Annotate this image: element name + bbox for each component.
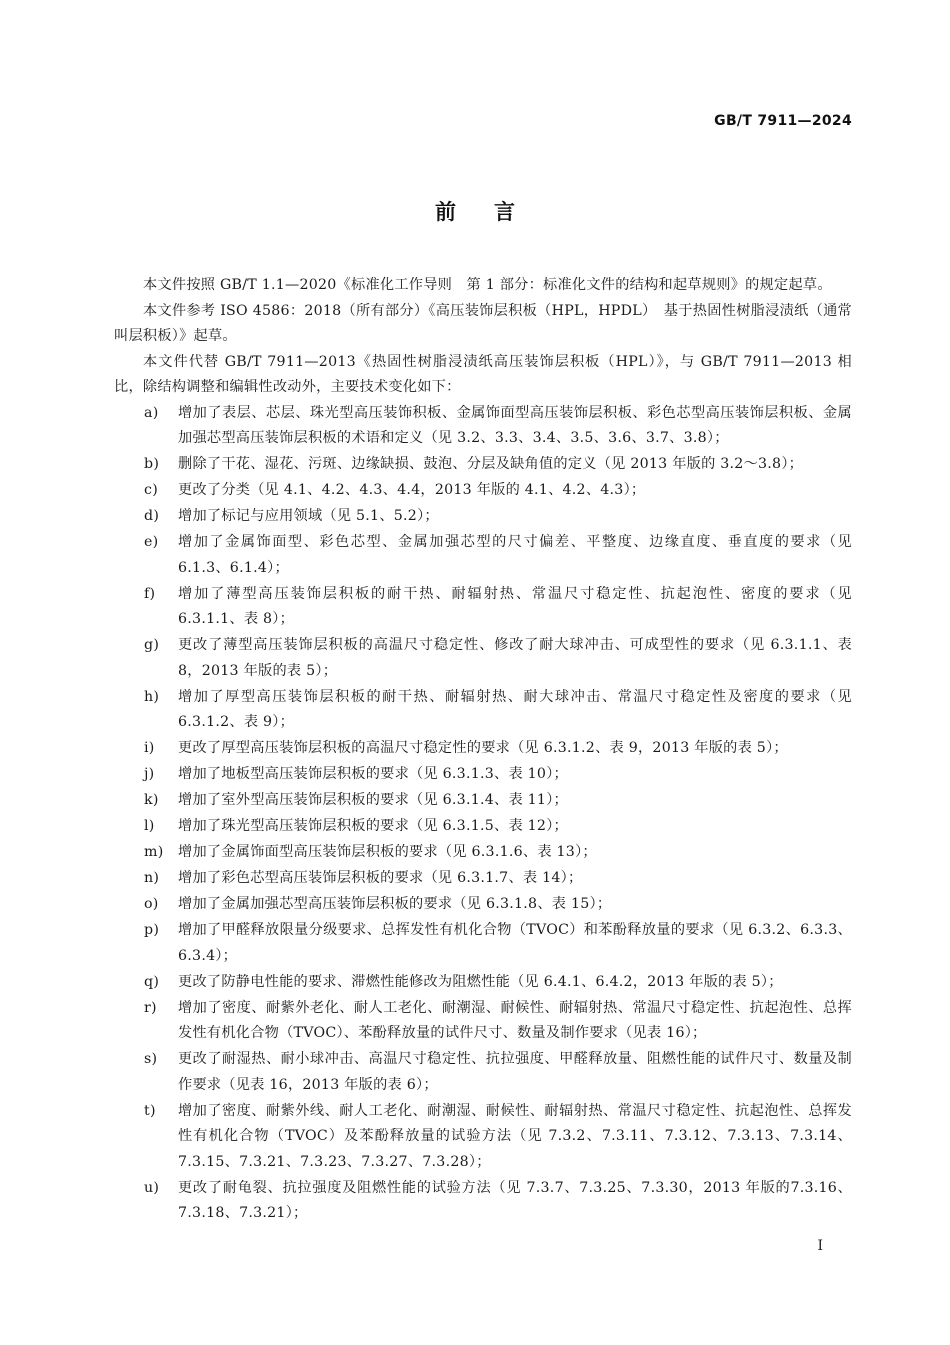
list-item-text: 更改了薄型高压装饰层积板的高温尺寸稳定性、修改了耐大球冲击、可成型性的要求（见 6.3.1.1、表 8，2013 年版的表 5）； — [178, 637, 852, 679]
list-item-letter: u) — [144, 1179, 160, 1196]
list-item — [114, 1047, 852, 1098]
list-item-letter: h) — [144, 688, 160, 705]
list-item — [114, 582, 852, 633]
list-item-letter: l) — [144, 818, 155, 834]
list-item-letter: a) — [144, 404, 159, 421]
list-item-text: 更改了厚型高压装饰层积板的高温尺寸稳定性的要求（见 6.3.1.2、表 9，2013 年版的表 5）； — [178, 740, 788, 756]
list-item-letter: k) — [144, 792, 159, 808]
list-item — [114, 996, 852, 1047]
intro-paragraph: 本文件按照 GB/T 1.1—2020《标准化工作导则 第 1 部分：标准化文件的结构和起草规则》的规定起草。 — [143, 277, 832, 293]
intro-paragraph: 本文件代替 GB/T 7911—2013《热固性树脂浸渍纸高压装饰层积板（HPL）》，与 GB/T 7911—2013 相比，除结构调整和编辑性改动外，主要技术变化如下： — [114, 353, 852, 395]
list-item — [114, 530, 852, 581]
list-item-letter: f) — [144, 585, 156, 602]
list-item — [114, 840, 852, 866]
list-item — [114, 401, 852, 452]
list-item-text: 增加了表层、芯层、珠光型高压装饰积板、金属饰面型高压装饰层积板、彩色芯型高压装饰层积板、金属加强芯型高压装饰层积板的术语和定义（见 3.2、3.3、3.4、3.5、3.6、3.7、3.8）； — [178, 404, 852, 446]
list-item-text: 更改了防静电性能的要求、滞燃性能修改为阻燃性能（见 6.4.1、6.4.2，2013 年版的表 5）； — [178, 973, 783, 990]
document-code: GB/T 7911—2024 — [714, 113, 852, 129]
list-item — [114, 478, 852, 504]
list-item — [114, 814, 852, 840]
list-item — [114, 452, 852, 478]
list-item — [114, 918, 852, 969]
list-item-text: 更改了耐湿热、耐小球冲击、高温尺寸稳定性、抗拉强度、甲醛释放量、阻燃性能的试件尺寸、数量及制作要求（见表 16，2013 年版的表 6）； — [178, 1051, 852, 1093]
list-item — [114, 685, 852, 736]
list-item-letter: j) — [144, 766, 155, 782]
list-item-letter: b) — [144, 456, 160, 472]
list-item — [114, 970, 852, 996]
list-item-text: 增加了金属饰面型、彩色芯型、金属加强芯型的尺寸偏差、平整度、边缘直度、垂直度的要求（见 6.1.3、6.1.4）； — [178, 534, 852, 576]
list-item — [114, 736, 852, 762]
list-item-letter: r) — [144, 999, 157, 1016]
list-item-text: 增加了珠光型高压装饰层积板的要求（见 6.3.1.5、表 12）； — [178, 818, 568, 834]
list-item-letter: c) — [144, 482, 158, 498]
list-item-text: 增加了地板型高压装饰层积板的要求（见 6.3.1.3、表 10）； — [178, 766, 568, 782]
list-item — [114, 1099, 852, 1176]
list-item-text: 更改了分类（见 4.1、4.2、4.3、4.4，2013 年版的 4.1、4.2、4.3）； — [178, 482, 646, 498]
list-item-letter: e) — [144, 534, 159, 550]
list-item-letter: g) — [144, 637, 160, 653]
page-number: I — [817, 1238, 823, 1254]
list-item-letter: o) — [144, 896, 159, 912]
list-item-letter: d) — [144, 508, 160, 524]
list-item-letter: n) — [144, 870, 160, 886]
list-item-letter: q) — [144, 973, 160, 990]
list-item — [114, 866, 852, 892]
list-item-text: 增加了室外型高压装饰层积板的要求（见 6.3.1.4、表 11）； — [178, 792, 568, 808]
list-item-text: 增加了厚型高压装饰层积板的耐干热、耐辐射热、耐大球冲击、常温尺寸稳定性及密度的要求（见 6.3.1.2、表 9）； — [178, 688, 852, 730]
list-item-text: 增加了密度、耐紫外线、耐人工老化、耐潮湿、耐候性、耐辐射热、常温尺寸稳定性、抗起泡性、总挥发性有机化合物（TVOC）及苯酚释放量的试验方法（见 7.3.2、7.3.11、7.3.12、7.3.13、7.3.14、7.3.15、7.3.21、7.3.23、7.3.27、7.3.28）； — [178, 1102, 852, 1170]
list-item — [114, 1176, 852, 1227]
list-item — [114, 762, 852, 788]
list-item-text: 增加了金属饰面型高压装饰层积板的要求（见 6.3.1.6、表 13）； — [178, 844, 597, 860]
list-item-letter: i) — [144, 740, 155, 756]
list-item-text: 删除了干花、湿花、污斑、边缘缺损、鼓泡、分层及缺角值的定义（见 2013 年版的 3.2～3.8）； — [178, 456, 804, 472]
intro-paragraph: 本文件参考 ISO 4586：2018（所有部分）《高压装饰层积板（HPL，HPDL） 基于热固性树脂浸渍纸（通常叫层积板）》起草。 — [114, 302, 852, 344]
page-title: 前言 — [435, 200, 553, 224]
list-item-text: 增加了甲醛释放限量分级要求、总挥发性有机化合物（TVOC）和苯酚释放量的要求（见 6.3.2、6.3.3、6.3.4）； — [178, 922, 852, 964]
list-item-letter: t) — [144, 1102, 156, 1119]
list-item — [114, 892, 852, 918]
list-item-letter: s) — [144, 1051, 158, 1067]
change-list — [114, 401, 852, 1227]
list-item-text: 增加了薄型高压装饰层积板的耐干热、耐辐射热、常温尺寸稳定性、抗起泡性、密度的要求（见 6.3.1.1、表 8）； — [178, 585, 852, 627]
list-item — [114, 788, 852, 814]
list-item-text: 增加了标记与应用领域（见 5.1、5.2）； — [178, 508, 439, 524]
list-item — [114, 633, 852, 684]
list-item-text: 增加了密度、耐紫外老化、耐人工老化、耐潮湿、耐候性、耐辐射热、常温尺寸稳定性、抗起泡性、总挥发性有机化合物（TVOC）、苯酚释放量的试件尺寸、数量及制作要求（见表 16）； — [178, 999, 852, 1041]
list-item-letter: p) — [144, 922, 160, 938]
list-item-text: 更改了耐龟裂、抗拉强度及阻燃性能的试验方法（见 7.3.7、7.3.25、7.3.30，2013 年版的7.3.16、7.3.18、7.3.21）； — [178, 1179, 852, 1221]
document-body — [114, 273, 852, 1227]
list-item — [114, 504, 852, 530]
list-item-text: 增加了金属加强芯型高压装饰层积板的要求（见 6.3.1.8、表 15）； — [178, 896, 612, 912]
list-item-text: 增加了彩色芯型高压装饰层积板的要求（见 6.3.1.7、表 14）； — [178, 870, 583, 886]
list-item-letter: m) — [144, 844, 164, 860]
